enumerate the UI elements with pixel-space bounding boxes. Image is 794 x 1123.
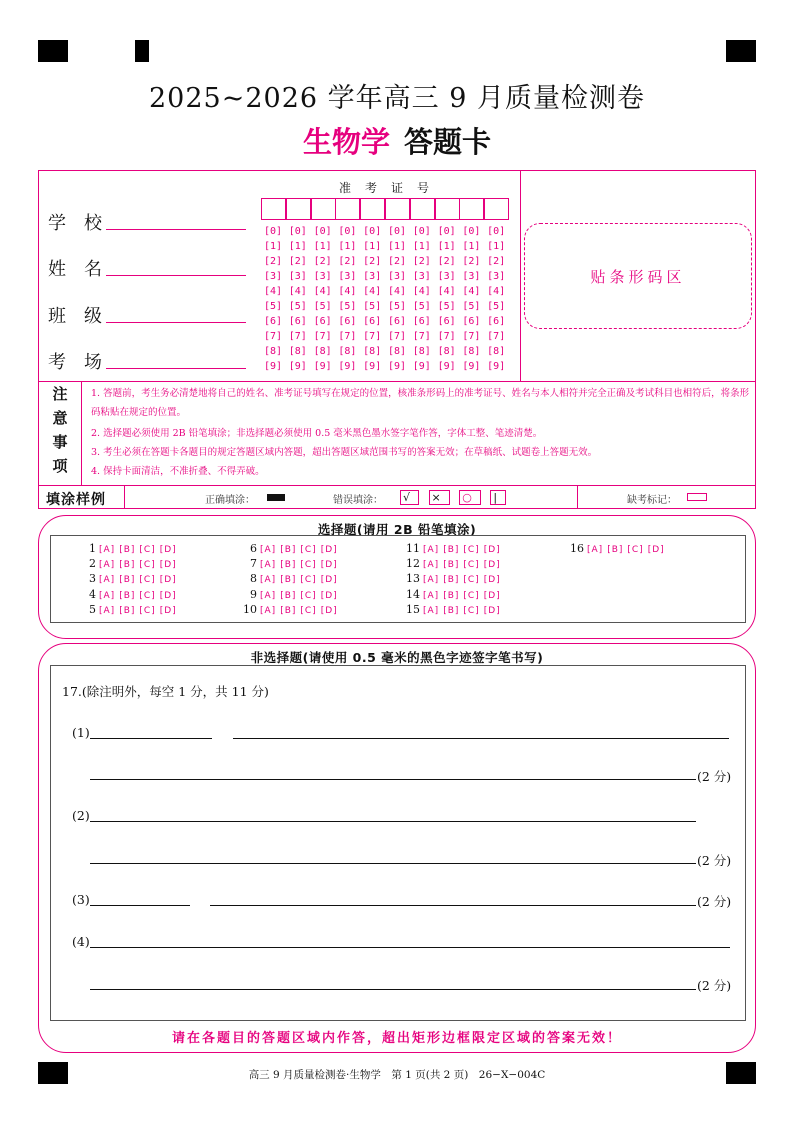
- question-number: 15: [406, 602, 420, 616]
- school-label: 学校: [48, 213, 120, 234]
- digit-bubble[interactable]: [4]: [363, 286, 382, 297]
- sample-heading: 填涂样例: [46, 492, 106, 508]
- digit-bubble[interactable]: [5]: [338, 301, 357, 312]
- question-number: 3: [89, 572, 96, 586]
- option-bubble[interactable]: [B]: [443, 545, 460, 555]
- digit-bubble[interactable]: [0]: [338, 226, 357, 237]
- option-bubble[interactable]: [B]: [443, 605, 460, 616]
- digit-bubble[interactable]: [8]: [487, 346, 506, 357]
- option-bubble[interactable]: [B]: [119, 590, 136, 601]
- digit-bubble[interactable]: [1]: [387, 241, 407, 252]
- choice-question-11: [406, 542, 505, 555]
- option-bubble[interactable]: [C]: [139, 545, 156, 555]
- digit-bubble[interactable]: [9]: [263, 361, 283, 372]
- choice-question-9: [243, 588, 342, 601]
- option-bubble[interactable]: [D]: [159, 560, 177, 571]
- notice-heading-char: 意: [52, 409, 68, 427]
- option-bubble[interactable]: [D]: [483, 560, 501, 571]
- choice-question-12: [406, 557, 505, 570]
- digit-bubble[interactable]: [5]: [487, 301, 506, 312]
- digit-bubble[interactable]: [8]: [288, 346, 307, 357]
- digit-bubble[interactable]: [0]: [387, 226, 407, 237]
- notice-heading-char: 事: [52, 433, 68, 451]
- notice-item-1: 1. 答题前，考生务必清楚地将自己的姓名、准考证号填写在规定的位置，核准条形码上的准考证号、姓名与本人相符并完全正确及考试科目也相符后，将条形码粘贴在规定的位置。: [91, 388, 750, 418]
- option-bubble[interactable]: [D]: [483, 590, 501, 601]
- question-number: 14: [406, 587, 420, 601]
- exam-number-box[interactable]: [410, 198, 435, 220]
- question-number: 2: [89, 557, 96, 571]
- exam-number-digit-column: [485, 224, 507, 374]
- digit-bubble[interactable]: [1]: [363, 241, 382, 252]
- digit-bubble[interactable]: [0]: [412, 226, 431, 237]
- option-bubble[interactable]: [C]: [300, 545, 317, 555]
- option-bubble[interactable]: [D]: [159, 605, 177, 616]
- option-bubble[interactable]: [B]: [443, 575, 460, 586]
- choice-question-8: [243, 572, 342, 585]
- correct-fill-sample: [267, 494, 285, 501]
- option-bubble[interactable]: [B]: [280, 575, 297, 586]
- choice-question-3: [82, 572, 181, 585]
- digit-bubble[interactable]: [9]: [288, 361, 307, 372]
- digit-bubble[interactable]: [8]: [263, 346, 283, 357]
- question-number: 16: [570, 542, 584, 555]
- option-bubble[interactable]: [C]: [463, 575, 480, 586]
- blank-2-label: (2): [72, 808, 90, 823]
- option-bubble[interactable]: [A]: [99, 590, 116, 601]
- exam-number-box[interactable]: [385, 198, 410, 220]
- digit-bubble[interactable]: [5]: [412, 301, 431, 312]
- digit-bubble[interactable]: [7]: [313, 331, 332, 342]
- divider: [577, 485, 578, 509]
- exam-number-digit-column: [336, 224, 358, 374]
- digit-bubble[interactable]: [1]: [313, 241, 332, 252]
- divider: [39, 485, 756, 486]
- wrong-fill-label: 错误填涂：: [333, 495, 383, 506]
- absent-mark-box[interactable]: [687, 493, 707, 501]
- option-bubble[interactable]: [A]: [99, 575, 116, 586]
- choice-question-5: [82, 603, 181, 616]
- option-bubble[interactable]: [C]: [139, 560, 156, 571]
- digit-bubble[interactable]: [6]: [462, 316, 481, 327]
- exam-number-box[interactable]: [261, 198, 286, 220]
- option-bubble[interactable]: [B]: [607, 545, 624, 555]
- name-label: 姓名: [48, 259, 120, 280]
- digit-bubble[interactable]: [7]: [387, 331, 407, 342]
- digit-bubble[interactable]: [7]: [462, 331, 481, 342]
- digit-bubble[interactable]: [6]: [313, 316, 332, 327]
- score-label: (2 分): [697, 769, 732, 784]
- digit-bubble[interactable]: [3]: [263, 271, 283, 282]
- digit-bubble[interactable]: [5]: [288, 301, 307, 312]
- digit-bubble[interactable]: [4]: [263, 286, 283, 297]
- choice-question-2: [82, 557, 181, 570]
- option-bubble[interactable]: [B]: [119, 605, 136, 616]
- digit-bubble[interactable]: [9]: [437, 361, 456, 372]
- option-bubble[interactable]: [B]: [443, 590, 460, 601]
- digit-bubble[interactable]: [8]: [313, 346, 332, 357]
- digit-bubble[interactable]: [2]: [338, 256, 357, 267]
- digit-bubble[interactable]: [4]: [412, 286, 431, 297]
- digit-bubble[interactable]: [7]: [338, 331, 357, 342]
- option-bubble[interactable]: [C]: [300, 560, 317, 571]
- notice-item-3: 3. 考生必须在答题卡各题目的规定答题区域内答题，超出答题区域范围书写的答案无效；在草稿纸、试题卷上答题无效。: [91, 447, 598, 458]
- exam-number-digit-column: [386, 224, 408, 374]
- score-label: (2 分): [697, 894, 732, 909]
- answer-line[interactable]: [90, 821, 696, 822]
- option-bubble[interactable]: [B]: [443, 560, 460, 571]
- digit-bubble[interactable]: [0]: [313, 226, 332, 237]
- digit-bubble[interactable]: [4]: [338, 286, 357, 297]
- answer-line[interactable]: [90, 905, 190, 906]
- question-number: 4: [89, 587, 96, 601]
- question-number: 1: [89, 542, 96, 555]
- digit-bubble[interactable]: [9]: [462, 361, 481, 372]
- exam-number-box[interactable]: [459, 198, 484, 220]
- name-input[interactable]: [106, 275, 246, 276]
- digit-bubble[interactable]: [3]: [288, 271, 307, 282]
- digit-bubble[interactable]: [4]: [487, 286, 506, 297]
- digit-bubble[interactable]: [3]: [363, 271, 382, 282]
- divider: [124, 485, 125, 509]
- option-bubble[interactable]: [A]: [260, 590, 277, 601]
- answer-line[interactable]: [90, 863, 696, 864]
- info-box: [38, 170, 756, 509]
- option-bubble[interactable]: [C]: [627, 545, 644, 555]
- digit-bubble[interactable]: [4]: [288, 286, 307, 297]
- option-bubble[interactable]: [A]: [99, 560, 116, 571]
- digit-bubble[interactable]: [3]: [387, 271, 407, 282]
- digit-bubble[interactable]: [0]: [462, 226, 481, 237]
- answer-line[interactable]: [90, 779, 696, 780]
- digit-bubble[interactable]: [2]: [387, 256, 407, 267]
- option-bubble[interactable]: [D]: [647, 545, 665, 555]
- digit-bubble[interactable]: [0]: [437, 226, 456, 237]
- digit-bubble[interactable]: [7]: [412, 331, 431, 342]
- digit-bubble[interactable]: [1]: [412, 241, 431, 252]
- choice-question-4: [82, 588, 181, 601]
- question-number: 6: [250, 542, 257, 555]
- score-label: (2 分): [697, 978, 732, 993]
- registration-mark-top-left: [38, 40, 68, 62]
- card-name: 答题卡: [404, 125, 492, 159]
- question-number: 5: [89, 602, 96, 616]
- answer-line[interactable]: [90, 989, 696, 990]
- question-number: 7: [250, 557, 257, 571]
- exam-number-digit-column: [262, 224, 284, 374]
- absent-mark-label: 缺考标记：: [627, 495, 677, 506]
- choice-question-16: [570, 542, 669, 555]
- notice-item-2: 2. 选择题必须使用 2B 铅笔填涂；非选择题必须使用 0.5 毫米黑色墨水签字笔作答，字体工整、笔迹清楚。: [91, 428, 543, 439]
- question-number: 13: [406, 572, 420, 586]
- option-bubble[interactable]: [C]: [139, 605, 156, 616]
- option-bubble[interactable]: [B]: [119, 575, 136, 586]
- digit-bubble[interactable]: [1]: [338, 241, 357, 252]
- option-bubble[interactable]: [C]: [300, 590, 317, 601]
- choice-question-6: [243, 542, 342, 555]
- digit-bubble[interactable]: [7]: [288, 331, 307, 342]
- digit-bubble[interactable]: [5]: [462, 301, 481, 312]
- digit-bubble[interactable]: [2]: [363, 256, 382, 267]
- digit-bubble[interactable]: [8]: [412, 346, 431, 357]
- digit-bubble[interactable]: [0]: [363, 226, 382, 237]
- answer-line[interactable]: [90, 738, 212, 739]
- question-number: 12: [406, 557, 420, 571]
- option-bubble[interactable]: [D]: [320, 605, 338, 616]
- exam-number-digit-column: [361, 224, 383, 374]
- registration-mark-top-right: [726, 40, 756, 62]
- option-bubble[interactable]: [A]: [423, 575, 440, 586]
- option-bubble[interactable]: [D]: [320, 575, 338, 586]
- exam-number-box[interactable]: [286, 198, 311, 220]
- option-bubble[interactable]: [D]: [320, 560, 338, 571]
- digit-bubble[interactable]: [7]: [263, 331, 283, 342]
- digit-bubble[interactable]: [5]: [313, 301, 332, 312]
- exam-number-digit-column: [287, 224, 309, 374]
- digit-bubble[interactable]: [2]: [487, 256, 506, 267]
- digit-bubble[interactable]: [4]: [462, 286, 481, 297]
- notice-item-4: 4. 保持卡面清洁，不准折叠、不得弄破。: [91, 466, 265, 477]
- option-bubble[interactable]: [B]: [119, 545, 136, 555]
- notice-heading: [39, 382, 81, 478]
- divider: [39, 381, 756, 382]
- digit-bubble[interactable]: [2]: [462, 256, 481, 267]
- digit-bubble[interactable]: [4]: [437, 286, 456, 297]
- option-bubble[interactable]: [C]: [463, 560, 480, 571]
- digit-bubble[interactable]: [3]: [313, 271, 332, 282]
- choice-title: 选择题(请用 2B 铅笔填涂): [317, 522, 477, 537]
- digit-bubble[interactable]: [9]: [387, 361, 407, 372]
- option-bubble[interactable]: [B]: [280, 545, 297, 555]
- nonchoice-section: [38, 643, 756, 1053]
- digit-bubble[interactable]: [9]: [412, 361, 431, 372]
- answer-line[interactable]: [90, 947, 730, 948]
- notice-heading-char: 项: [52, 457, 68, 475]
- class-input[interactable]: [106, 322, 246, 323]
- digit-bubble[interactable]: [3]: [487, 271, 506, 282]
- digit-bubble[interactable]: [5]: [437, 301, 456, 312]
- option-bubble[interactable]: [C]: [463, 590, 480, 601]
- digit-bubble[interactable]: [8]: [338, 346, 357, 357]
- option-bubble[interactable]: [D]: [159, 575, 177, 586]
- option-bubble[interactable]: [A]: [423, 605, 440, 616]
- option-bubble[interactable]: [D]: [483, 575, 501, 586]
- digit-bubble[interactable]: [6]: [288, 316, 307, 327]
- exam-number-box[interactable]: [335, 198, 360, 220]
- option-bubble[interactable]: [D]: [159, 545, 177, 555]
- option-bubble[interactable]: [D]: [320, 545, 338, 555]
- option-bubble[interactable]: [D]: [159, 590, 177, 601]
- digit-bubble[interactable]: [9]: [363, 361, 382, 372]
- subject-name: 生物学: [302, 125, 390, 159]
- divider: [520, 171, 521, 381]
- exam-number-box[interactable]: [484, 198, 509, 220]
- answer-line[interactable]: [233, 738, 729, 739]
- digit-bubble[interactable]: [3]: [338, 271, 357, 282]
- digit-bubble[interactable]: [9]: [338, 361, 357, 372]
- digit-bubble[interactable]: [9]: [487, 361, 506, 372]
- option-bubble[interactable]: [A]: [260, 545, 277, 555]
- room-input[interactable]: [106, 368, 246, 369]
- option-bubble[interactable]: [A]: [99, 545, 116, 555]
- option-bubble[interactable]: [B]: [280, 590, 297, 601]
- option-bubble[interactable]: [A]: [423, 545, 440, 555]
- digit-bubble[interactable]: [8]: [437, 346, 456, 357]
- digit-bubble[interactable]: [1]: [288, 241, 307, 252]
- room-label: 考场: [48, 352, 120, 373]
- option-bubble[interactable]: [B]: [280, 605, 297, 616]
- digit-bubble[interactable]: [4]: [387, 286, 407, 297]
- option-bubble[interactable]: [A]: [587, 545, 604, 555]
- digit-bubble[interactable]: [4]: [313, 286, 332, 297]
- digit-bubble[interactable]: [5]: [263, 301, 283, 312]
- digit-bubble[interactable]: [2]: [437, 256, 456, 267]
- digit-bubble[interactable]: [2]: [263, 256, 283, 267]
- question-number: 10: [243, 602, 257, 616]
- exam-number-digit-column: [436, 224, 458, 374]
- digit-bubble[interactable]: [3]: [437, 271, 456, 282]
- digit-bubble[interactable]: [1]: [263, 241, 283, 252]
- digit-bubble[interactable]: [8]: [387, 346, 407, 357]
- digit-bubble[interactable]: [6]: [363, 316, 382, 327]
- digit-bubble[interactable]: [3]: [462, 271, 481, 282]
- q17-title: 17.(除注明外，每空 1 分，共 11 分): [62, 684, 269, 699]
- option-bubble[interactable]: [D]: [320, 590, 338, 601]
- correct-fill-label: 正确填涂：: [205, 495, 255, 506]
- question-number: 9: [250, 587, 257, 601]
- digit-bubble[interactable]: [5]: [363, 301, 382, 312]
- digit-bubble[interactable]: [6]: [338, 316, 357, 327]
- exam-number-digit-column: [460, 224, 482, 374]
- choice-question-1: [82, 542, 181, 555]
- digit-bubble[interactable]: [3]: [412, 271, 431, 282]
- option-bubble[interactable]: [C]: [300, 575, 317, 586]
- digit-bubble[interactable]: [7]: [363, 331, 382, 342]
- option-bubble[interactable]: [A]: [99, 605, 116, 616]
- answer-line[interactable]: [210, 905, 696, 906]
- registration-mark-top-center: [135, 40, 149, 62]
- exam-number-box[interactable]: [435, 198, 460, 220]
- digit-bubble[interactable]: [0]: [487, 226, 506, 237]
- exam-number-box[interactable]: [311, 198, 336, 220]
- blank-3-label: (3): [72, 892, 90, 907]
- digit-bubble[interactable]: [9]: [313, 361, 332, 372]
- option-bubble[interactable]: [C]: [463, 545, 480, 555]
- exam-number-label: 准考证号: [339, 181, 444, 195]
- choice-question-7: [243, 557, 342, 570]
- digit-bubble[interactable]: [1]: [462, 241, 481, 252]
- digit-bubble[interactable]: [1]: [487, 241, 506, 252]
- school-input[interactable]: [106, 229, 246, 230]
- digit-bubble[interactable]: [1]: [437, 241, 456, 252]
- nonchoice-answer-box: [50, 665, 746, 1021]
- option-bubble[interactable]: [B]: [280, 560, 297, 571]
- exam-number-digit-column: [312, 224, 334, 374]
- option-bubble[interactable]: [C]: [463, 605, 480, 616]
- score-label: (2 分): [697, 853, 732, 868]
- subject-title: [0, 120, 794, 161]
- nonchoice-title: 非选择题(请使用 0.5 毫米的黑色字迹签字笔书写): [250, 650, 544, 665]
- digit-bubble[interactable]: [6]: [387, 316, 407, 327]
- blank-1-label: (1): [72, 725, 90, 740]
- digit-bubble[interactable]: [7]: [437, 331, 456, 342]
- digit-bubble[interactable]: [5]: [387, 301, 407, 312]
- option-bubble[interactable]: [C]: [300, 605, 317, 616]
- option-bubble[interactable]: [C]: [139, 590, 156, 601]
- digit-bubble[interactable]: [8]: [462, 346, 481, 357]
- option-bubble[interactable]: [A]: [260, 605, 277, 616]
- barcode-area: [524, 223, 752, 329]
- warning-text: 请在各题目的答题区域内作答，超出矩形边框限定区域的答案无效！: [171, 1031, 622, 1046]
- option-bubble[interactable]: [D]: [483, 545, 501, 555]
- choice-question-15: [406, 603, 505, 616]
- option-bubble[interactable]: [C]: [139, 575, 156, 586]
- digit-bubble[interactable]: [7]: [487, 331, 506, 342]
- exam-title: 2025~2026 学年高三 9 月质量检测卷: [149, 83, 645, 114]
- exam-number-digit-column: [411, 224, 433, 374]
- divider: [81, 381, 82, 485]
- choice-question-13: [406, 572, 505, 585]
- page-footer: 高三 9 月质量检测卷·生物学 第 1 页(共 2 页) 26−X−004C: [248, 1069, 546, 1081]
- digit-bubble[interactable]: [8]: [363, 346, 382, 357]
- digit-bubble[interactable]: [2]: [412, 256, 431, 267]
- wrong-fill-samples: √ × ○ |: [400, 491, 506, 504]
- digit-bubble[interactable]: [0]: [263, 226, 283, 237]
- notice-heading-char: 注: [52, 385, 68, 403]
- option-bubble[interactable]: [A]: [423, 590, 440, 601]
- digit-bubble[interactable]: [6]: [437, 316, 456, 327]
- class-label: 班级: [48, 306, 120, 327]
- choice-question-10: [243, 603, 342, 616]
- choice-question-14: [406, 588, 505, 601]
- digit-bubble[interactable]: [6]: [487, 316, 506, 327]
- option-bubble[interactable]: [B]: [119, 560, 136, 571]
- option-bubble[interactable]: [A]: [423, 560, 440, 571]
- question-number: 8: [250, 572, 257, 586]
- question-number: 11: [406, 542, 420, 555]
- digit-bubble[interactable]: [2]: [288, 256, 307, 267]
- barcode-label: 贴条形码区: [590, 268, 686, 286]
- blank-4-label: (4): [72, 934, 90, 949]
- digit-bubble[interactable]: [2]: [313, 256, 332, 267]
- digit-bubble[interactable]: [6]: [263, 316, 283, 327]
- digit-bubble[interactable]: [6]: [412, 316, 431, 327]
- option-bubble[interactable]: [A]: [260, 560, 277, 571]
- option-bubble[interactable]: [D]: [483, 605, 501, 616]
- digit-bubble[interactable]: [0]: [288, 226, 307, 237]
- exam-number-box[interactable]: [360, 198, 385, 220]
- option-bubble[interactable]: [A]: [260, 575, 277, 586]
